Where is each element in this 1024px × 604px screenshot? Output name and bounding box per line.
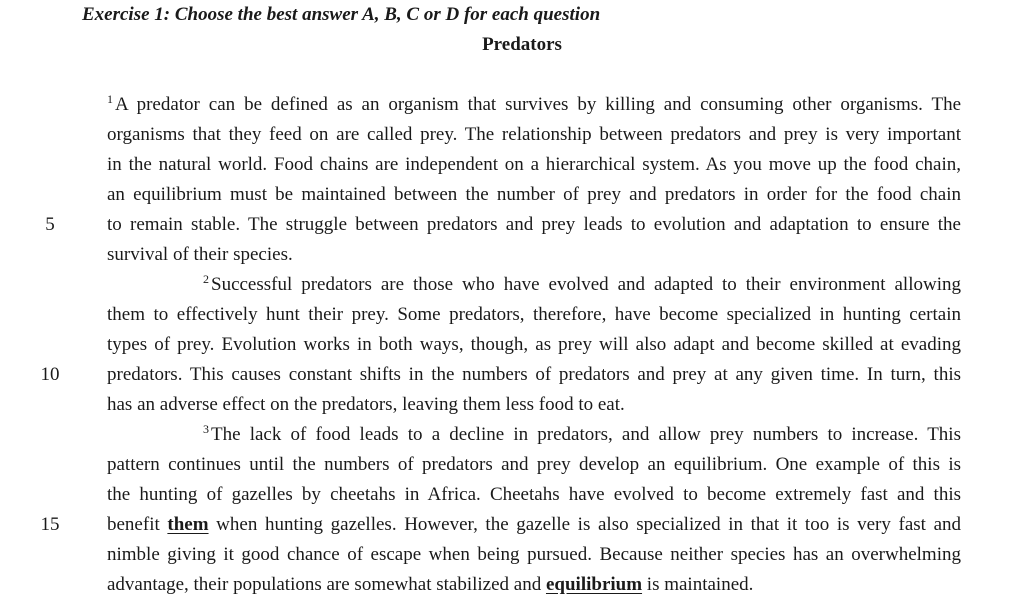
passage-line: in the natural world. Food chains are independent on a hierarchical system. As you move up the food chain,	[107, 154, 961, 175]
line-text: advantage, their populations are somewhat stabilized and	[107, 574, 542, 595]
passage-line: organisms that they feed on are called prey. The relationship between predators and prey is very important	[107, 124, 961, 145]
passage-line: types of prey. Evolution works in both ways, though, as prey will also adapt and become skilled at evading	[107, 334, 961, 355]
line-text: is maintained.	[646, 574, 754, 595]
passage-line	[203, 270, 961, 300]
line-text: when hunting gazelles. However, the gazelle is also specialized in that it too is very fast and	[216, 514, 961, 535]
passage-line: to remain stable. The struggle between predators and prey leads to evolution and adaptation to ensure the	[107, 214, 961, 235]
passage-line: pattern continues until the numbers of predators and prey develop an equilibrium. One example of this is	[107, 454, 961, 475]
passage-line	[107, 90, 961, 120]
passage-line: survival of their species.	[107, 244, 293, 265]
passage-line: predators. This causes constant shifts in the numbers of predators and prey at any given time. In turn, this	[107, 364, 961, 385]
paragraph-number: 3	[203, 422, 209, 436]
passage-line	[203, 420, 961, 450]
highlighted-word-equilibrium: equilibrium	[545, 574, 643, 595]
line-text: The lack of food leads to a decline in predators, and allow prey numbers to increase. This	[211, 424, 961, 445]
passage-title: Predators	[482, 34, 562, 55]
passage-line: has an adverse effect on the predators, leaving them less food to eat.	[107, 394, 625, 415]
exercise-instruction: Exercise 1: Choose the best answer A, B, C or D for each question	[82, 4, 601, 25]
highlighted-word-them: them	[167, 514, 209, 535]
line-text: Successful predators are those who have evolved and adapted to their environment allowing	[211, 274, 961, 295]
passage-line	[107, 510, 961, 540]
line-number: 15	[40, 514, 60, 535]
passage-line: an equilibrium must be maintained between the number of prey and predators in order for the food chain	[107, 184, 961, 205]
passage-line	[107, 570, 961, 600]
passage-line: them to effectively hunt their prey. Some predators, therefore, have become specialized in hunting certain	[107, 304, 961, 325]
passage-line: nimble giving it good chance of escape when being pursued. Because neither species has an overwhelming	[107, 544, 961, 565]
line-number: 10	[40, 364, 60, 385]
paragraph-number: 1	[107, 92, 113, 106]
paragraph-number: 2	[203, 272, 209, 286]
line-text: benefit	[107, 514, 160, 535]
passage-line: the hunting of gazelles by cheetahs in Africa. Cheetahs have evolved to become extremely fast and this	[107, 484, 961, 505]
line-text: A predator can be defined as an organism that survives by killing and consuming other organisms. The	[115, 94, 961, 115]
line-number: 5	[45, 214, 55, 235]
